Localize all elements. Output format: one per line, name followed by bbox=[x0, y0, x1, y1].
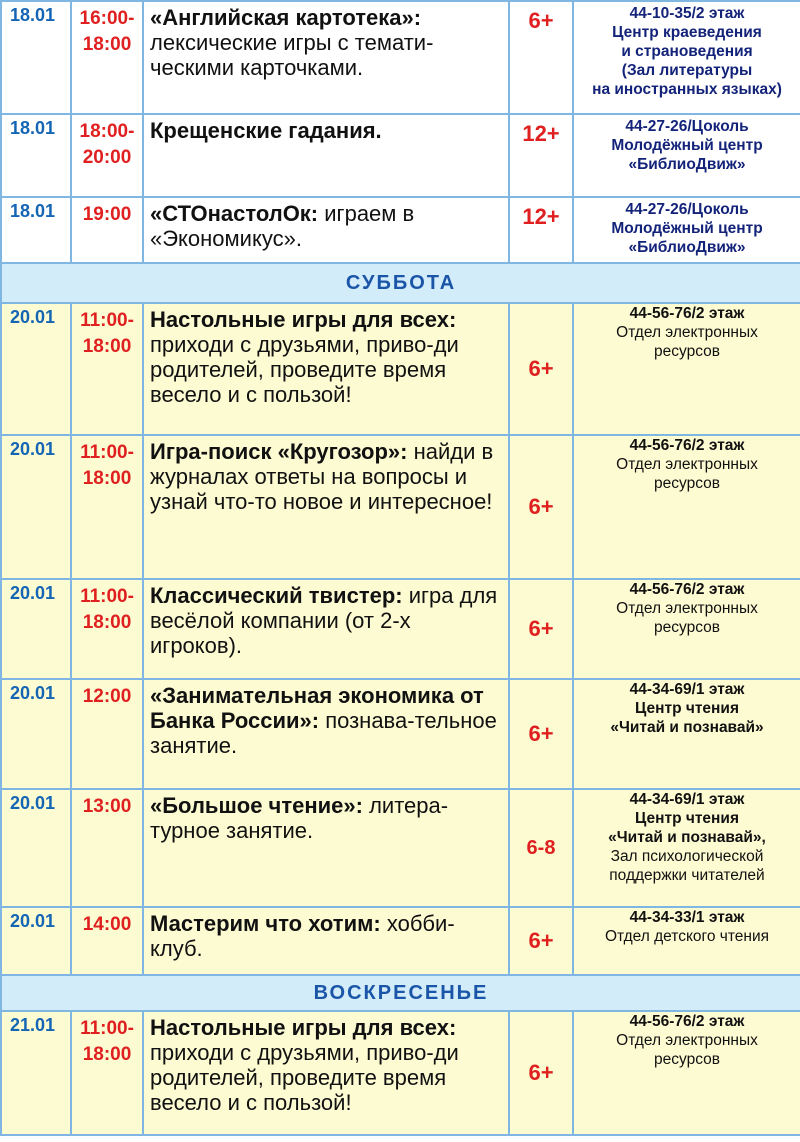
time-start: 18:00- bbox=[79, 121, 135, 142]
location-phone: 44-56-76/2 этаж bbox=[629, 581, 745, 598]
location-phone: 44-10-35/2 этаж bbox=[629, 5, 745, 22]
event-description bbox=[143, 197, 509, 263]
event-date: 18.01 bbox=[1, 114, 71, 197]
location-line: Центр чтения bbox=[634, 700, 739, 717]
location-phone: 44-34-33/1 этаж bbox=[629, 909, 745, 926]
event-title: Мастерим что хотим: bbox=[150, 911, 381, 936]
event-description bbox=[143, 1011, 509, 1135]
event-time bbox=[71, 1, 143, 114]
age-rating: 6+ bbox=[509, 907, 573, 975]
age-rating: 6-8 bbox=[509, 789, 573, 907]
event-description bbox=[143, 435, 509, 579]
event-date: 20.01 bbox=[1, 907, 71, 975]
table-row bbox=[1, 579, 800, 679]
age-rating: 6+ bbox=[509, 679, 573, 789]
location-line: ресурсов bbox=[654, 475, 720, 492]
location-phone: 44-56-76/2 этаж bbox=[629, 437, 745, 454]
age-rating: 6+ bbox=[509, 1, 573, 114]
location-phone: 44-34-69/1 этаж bbox=[629, 681, 745, 698]
event-time bbox=[71, 197, 143, 263]
location-line: Отдел электронных bbox=[616, 600, 758, 617]
event-date: 20.01 bbox=[1, 303, 71, 435]
event-date: 21.01 bbox=[1, 1011, 71, 1135]
time-end: 20:00 bbox=[82, 147, 132, 168]
location-line: (Зал литературы bbox=[621, 62, 753, 79]
event-location bbox=[573, 435, 800, 579]
event-time bbox=[71, 114, 143, 197]
location-line: ресурсов bbox=[654, 343, 720, 360]
location-phone: 44-34-69/1 этаж bbox=[629, 791, 745, 808]
day-header-sunday: ВОСКРЕСЕНЬЕ bbox=[1, 975, 800, 1011]
age-rating: 6+ bbox=[509, 435, 573, 579]
event-text: познава-тельное занятие. bbox=[150, 708, 497, 758]
event-time bbox=[71, 907, 143, 975]
day-header-saturday: СУББОТА bbox=[1, 263, 800, 303]
event-location bbox=[573, 579, 800, 679]
event-date: 20.01 bbox=[1, 679, 71, 789]
event-time bbox=[71, 1011, 143, 1135]
event-description bbox=[143, 1, 509, 114]
event-text: лексические игры с темати-ческими карточками. bbox=[150, 30, 434, 80]
day-header-row bbox=[1, 975, 800, 1011]
event-location bbox=[573, 114, 800, 197]
event-title: Крещенские гадания. bbox=[150, 118, 382, 143]
age-rating: 12+ bbox=[509, 197, 573, 263]
location-line: Центр краеведения bbox=[612, 24, 762, 41]
event-location bbox=[573, 679, 800, 789]
time-start: 13:00 bbox=[82, 796, 132, 817]
event-description bbox=[143, 789, 509, 907]
location-line: Отдел детского чтения bbox=[604, 928, 769, 945]
event-title: Классический твистер: bbox=[150, 583, 403, 608]
event-date: 18.01 bbox=[1, 197, 71, 263]
location-phone: 44-27-26/Цоколь bbox=[625, 118, 749, 135]
event-time bbox=[71, 435, 143, 579]
time-end: 18:00 bbox=[82, 1044, 132, 1065]
event-date: 20.01 bbox=[1, 435, 71, 579]
event-title: Настольные игры для всех: bbox=[150, 307, 457, 332]
event-description bbox=[143, 303, 509, 435]
table-row bbox=[1, 679, 800, 789]
event-location bbox=[573, 789, 800, 907]
table-row bbox=[1, 907, 800, 975]
age-rating: 12+ bbox=[509, 114, 573, 197]
location-line: Отдел электронных bbox=[616, 1032, 758, 1049]
event-text: приходи с друзьями, приво-ди родителей, проведите время весело и с пользой! bbox=[150, 1040, 459, 1115]
time-start: 19:00 bbox=[82, 204, 132, 225]
time-start: 14:00 bbox=[82, 914, 132, 935]
event-description bbox=[143, 579, 509, 679]
event-text: литера-турное занятие. bbox=[150, 793, 449, 843]
event-title: Настольные игры для всех: bbox=[150, 1015, 457, 1040]
event-description bbox=[143, 679, 509, 789]
event-text: найди в журналах ответы на вопросы и узнай что-то новое и интересное! bbox=[150, 439, 494, 514]
age-rating: 6+ bbox=[509, 303, 573, 435]
table-row bbox=[1, 435, 800, 579]
location-line: Молодёжный центр bbox=[611, 137, 763, 154]
event-location bbox=[573, 1011, 800, 1135]
age-rating: 6+ bbox=[509, 579, 573, 679]
location-line: на иностранных языках) bbox=[592, 81, 782, 98]
location-line: поддержки читателей bbox=[609, 867, 765, 884]
table-row bbox=[1, 789, 800, 907]
event-location bbox=[573, 1, 800, 114]
table-row bbox=[1, 1, 800, 114]
location-line: «БиблиоДвиж» bbox=[628, 156, 746, 173]
table-row bbox=[1, 114, 800, 197]
time-end: 18:00 bbox=[82, 612, 132, 633]
location-phone: 44-56-76/2 этаж bbox=[629, 305, 745, 322]
event-text: хобби-клуб. bbox=[150, 911, 455, 961]
event-time bbox=[71, 303, 143, 435]
event-title: «СТОнастолОк: bbox=[150, 201, 319, 226]
time-end: 18:00 bbox=[82, 336, 132, 357]
location-line: Центр чтения bbox=[634, 810, 739, 827]
location-line: «Читай и познавай», bbox=[608, 829, 766, 846]
location-line: ресурсов bbox=[654, 1051, 720, 1068]
location-line: и страноведения bbox=[621, 43, 753, 60]
event-date: 20.01 bbox=[1, 579, 71, 679]
event-location bbox=[573, 303, 800, 435]
event-description bbox=[143, 114, 509, 197]
time-start: 11:00- bbox=[80, 586, 134, 607]
event-time bbox=[71, 789, 143, 907]
event-title: «Большое чтение»: bbox=[150, 793, 363, 818]
event-date: 18.01 bbox=[1, 1, 71, 114]
location-phone: 44-27-26/Цоколь bbox=[625, 201, 749, 218]
event-location bbox=[573, 197, 800, 263]
time-end: 18:00 bbox=[82, 34, 132, 55]
event-text: игра для весёлой компании (от 2-х игроков). bbox=[150, 583, 498, 658]
time-start: 16:00- bbox=[79, 8, 135, 29]
time-end: 18:00 bbox=[82, 468, 132, 489]
day-header-row bbox=[1, 263, 800, 303]
location-line: «БиблиоДвиж» bbox=[628, 239, 746, 256]
location-line: «Читай и познавай» bbox=[610, 719, 764, 736]
event-time bbox=[71, 679, 143, 789]
age-rating: 6+ bbox=[509, 1011, 573, 1135]
time-start: 11:00- bbox=[80, 1018, 134, 1039]
event-description bbox=[143, 907, 509, 975]
event-text: играем в «Экономикус». bbox=[150, 201, 415, 251]
location-line: Зал психологической bbox=[610, 848, 764, 865]
event-title: «Занимательная экономика от Банка России»: bbox=[150, 683, 484, 733]
event-time bbox=[71, 579, 143, 679]
event-location bbox=[573, 907, 800, 975]
event-text: приходи с друзьями, приво-ди родителей, проведите время весело и с пользой! bbox=[150, 332, 459, 407]
table-row bbox=[1, 1011, 800, 1135]
location-line: Молодёжный центр bbox=[611, 220, 763, 237]
time-start: 11:00- bbox=[80, 310, 134, 331]
time-start: 11:00- bbox=[80, 442, 134, 463]
location-line: Отдел электронных bbox=[616, 456, 758, 473]
location-line: ресурсов bbox=[654, 619, 720, 636]
event-date: 20.01 bbox=[1, 789, 71, 907]
time-start: 12:00 bbox=[82, 686, 132, 707]
event-title: Игра-поиск «Кругозор»: bbox=[150, 439, 408, 464]
location-phone: 44-56-76/2 этаж bbox=[629, 1013, 745, 1030]
event-title: «Английская картотека»: bbox=[150, 5, 422, 30]
table-row bbox=[1, 197, 800, 263]
location-line: Отдел электронных bbox=[616, 324, 758, 341]
table-row bbox=[1, 303, 800, 435]
